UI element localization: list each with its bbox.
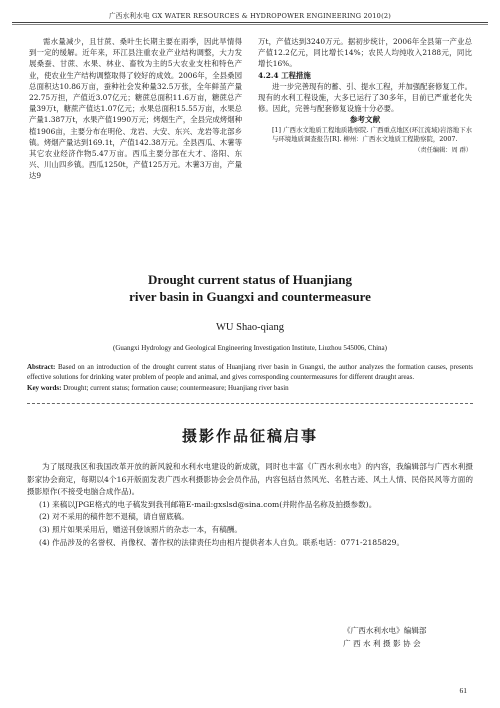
keywords-label: Key words: <box>27 383 62 392</box>
editor-note: （责任编辑：周 群） <box>414 146 472 154</box>
page-number: 61 <box>459 686 467 695</box>
english-title <box>0 271 500 305</box>
english-abstract-block <box>27 362 473 393</box>
keywords-text: Drought; current status; formation cause; countermeasure; Huanjiang river basin <box>61 383 289 392</box>
english-title-line-2: river basin in Guangxi and countermeasure <box>129 289 371 304</box>
notice-item: (2) 对不采用的稿件恕不退稿，请自留底稿。 <box>39 512 189 522</box>
notice-intro: 为了展现我区和我国改革开放的新风貌和水利水电建设的新成就，同时也丰富《广西水利水电》的内容，我编辑部与广西水利摄影家协会商定，每期以4个16开版面发表广西水利摄影协会会员作品，内容包括自然风光、名胜古迹、风土人情、民俗民风等方面的摄影原作(不接受电脑合成作品)。 <box>27 462 473 497</box>
signature-line-2: 广 西 水 利 摄 影 协 会 <box>343 639 421 648</box>
english-affiliation: (Guangxi Hydrology and Geological Engineering Investigation Institute, Liuzhou 545006, China) <box>113 344 387 352</box>
reference-item: [1] 广西水文地质工程地质勘察院. 广西重点地区(环江流域)岩溶地下水与环境地质调查报告[R]. 柳州：广西水文地质工程勘察院，2007. <box>272 125 472 144</box>
body-paragraph-continued: 万t，产值达到3240万元。据初步统计，2006年全县第一产业总产值12.2亿元，同比增长14%；农民人均纯收入2188元，同比增长16%。 <box>258 37 472 69</box>
english-author: WU Shao-qiang <box>216 322 284 333</box>
section-divider <box>27 403 473 404</box>
abstract <box>27 362 473 383</box>
left-column <box>29 36 242 182</box>
section-paragraph: 进一步完善现有的蓄、引、提水工程，并加强配套修复工作。现有的水利工程设施，大多已运行了30多年，目前已严重老化失修。因此，完善与配套修复设施十分必要。 <box>258 81 472 114</box>
header-rule-thin <box>12 24 488 25</box>
body-paragraph: 需水量减少，且甘蔗、桑叶生长期主要在雨季，因此旱情得到一定的缓解。近年来，环江县注重农业产业结构调整，大力发展桑蚕、甘蔗、水果、林业、畜牧为主的5大农业支柱和特色产业，使农业生产结构调整取得了较好的成效。2006年，全县桑园总面积达10.86万亩，蚕种社会发种量32.5万张，全年鲜茧产量22.75万担，产值近3.07亿元；糖蔗总面积11.6万亩，糖蔗总产量39万t，糖蔗产值达1.07亿元；水果总面积15.55万亩，水果总产量1.387万t，水果产值1990万元；烤烟生产，全县完成烤烟种植1906亩，主要分布在明伦、龙岩、大安、东兴、龙岩等北部乡镇。烤烟产量达到169.1t，产值142.38万元。全县西瓜、木薯等其它农业经济作物5.47万亩。西瓜主要分部在大才、洛阳、东兴、川山四乡镇。西瓜1250t，产值125万元。木薯3万亩，产量达9 <box>29 37 242 181</box>
signature-line-1: 《广西水利水电》编辑部 <box>343 626 427 635</box>
references-title: 参考文献 <box>349 115 381 125</box>
right-column <box>258 36 472 156</box>
notice-item: (1) 来稿以JPGE格式的电子稿发到我刊邮箱E-mail:gxslsd@sina.com(并附作品名称及拍摄参数)。 <box>39 499 377 509</box>
notice-signature <box>343 624 463 650</box>
notice-item: (3) 照片如果采用后，赠送刊登该照片的杂志一本，有稿酬。 <box>39 524 243 534</box>
keywords <box>27 383 473 393</box>
english-title-line-1: Drought current status of Huanjiang <box>148 272 352 287</box>
abstract-label: Abstract: <box>27 363 56 371</box>
abstract-text: Based on an introduction of the drought current status of Huanjiang river basin in Guangxi, the author analyzes the formation causes, presents effective solutions for drinking water problem of people and animal, and gives corresponding countermeasures for different draught areas. <box>27 363 473 382</box>
section-heading: 4.2.4 工程措施 <box>258 70 311 80</box>
header-rule <box>12 22 488 23</box>
notice-item: (4) 作品涉及的名誉权、肖像权、著作权的法律责任均由相片提供者本人自负。联系电话：0771-2185829。 <box>39 537 405 547</box>
notice-body <box>27 461 473 549</box>
running-header: 广西水利水电 GX WATER RESOURCES & HYDROPOWER ENGINEERING 2010(2) <box>108 12 392 20</box>
notice-title: 摄影作品征稿启事 <box>181 427 318 445</box>
